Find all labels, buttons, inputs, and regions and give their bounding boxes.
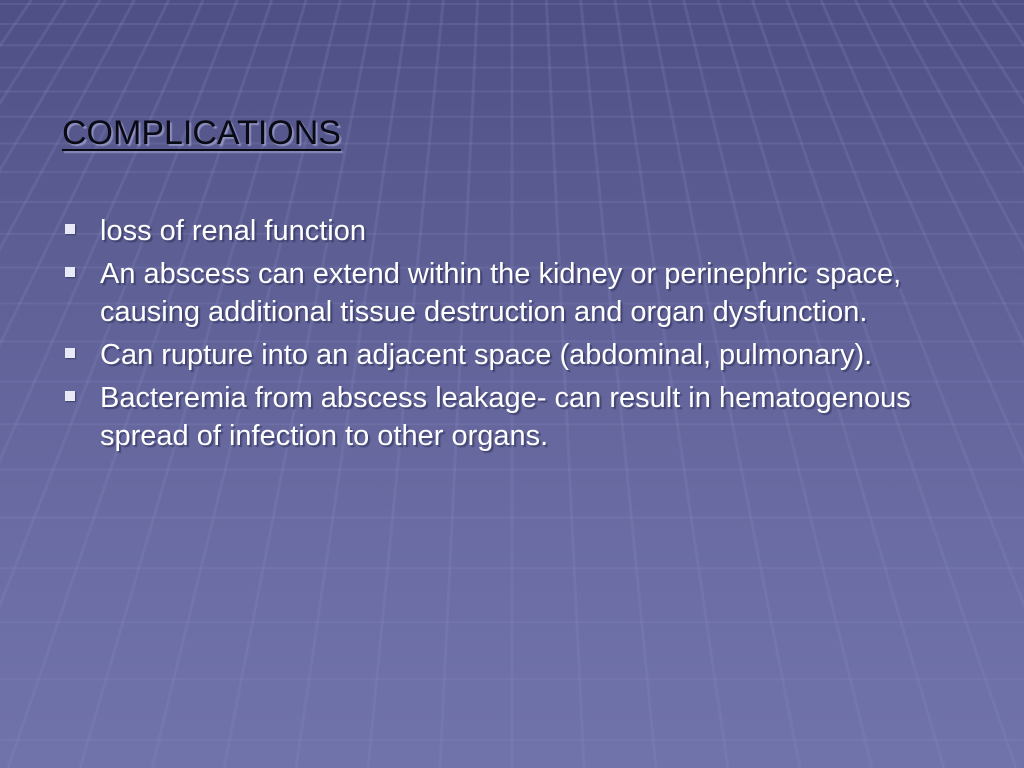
bullet-text: loss of renal function: [100, 215, 366, 247]
square-bullet-icon: [65, 224, 75, 234]
bullet-item: [62, 379, 952, 455]
bullet-item: [62, 336, 952, 374]
square-bullet-icon: [65, 348, 75, 358]
bullet-item: [62, 212, 952, 250]
bullet-list: [62, 212, 952, 460]
bullet-text: Bacteremia from abscess leakage- can result in hematogenous spread of infection to other organs.: [100, 382, 911, 452]
grid-line: [993, 0, 1024, 768]
grid-line: [0, 0, 31, 768]
slide-title: COMPLICATIONS: [62, 114, 341, 152]
bullet-item: [62, 255, 952, 331]
square-bullet-icon: [65, 391, 75, 401]
bullet-text: An abscess can extend within the kidney or perinephric space, causing additional tissue destruction and organ dysfunction.: [100, 258, 902, 328]
bullet-text: Can rupture into an adjacent space (abdominal, pulmonary).: [100, 339, 873, 371]
square-bullet-icon: [65, 267, 75, 277]
